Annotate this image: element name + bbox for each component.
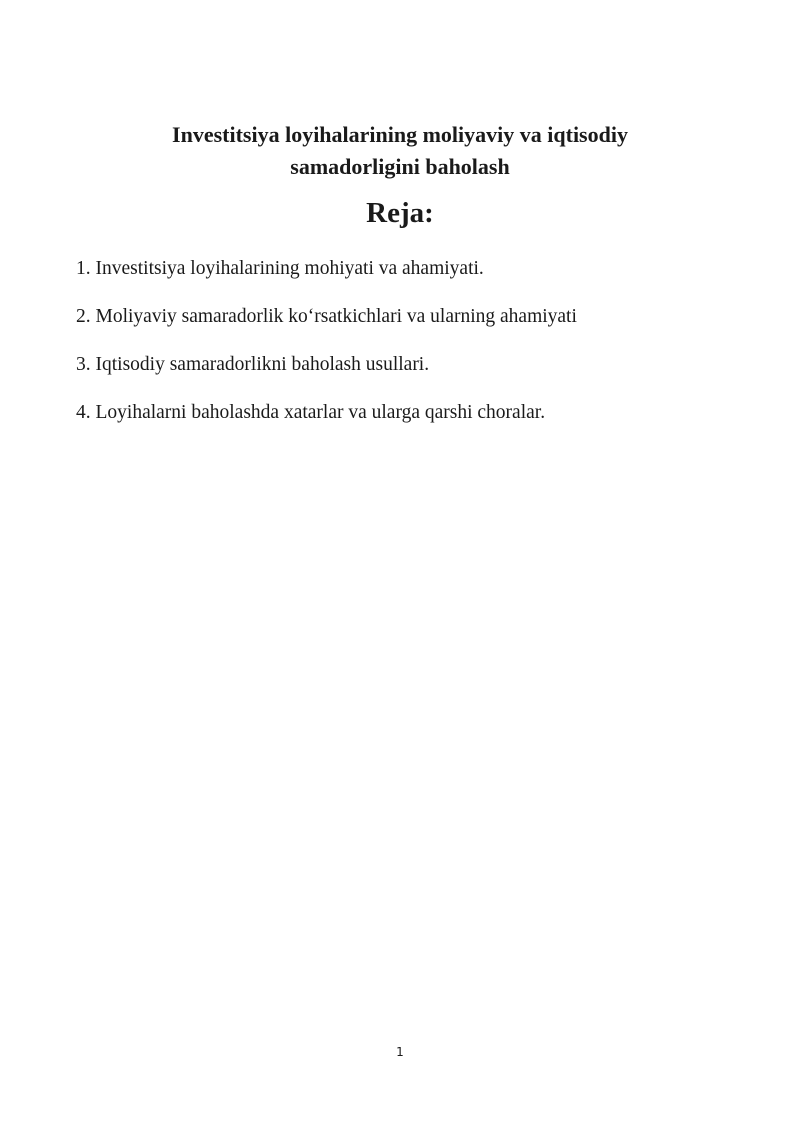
section-heading: Reja:	[366, 197, 434, 229]
title-line-1: Investitsiya loyihalarining moliyaviy va iqtisodiy	[172, 122, 628, 147]
title-line-2: samadorligini baholash	[290, 154, 510, 179]
plan-item-4: 4. Loyihalarni baholashda xatarlar va ularga qarshi choralar.	[76, 402, 546, 423]
plan-item-2: 2. Moliyaviy samaradorlik ko‘rsatkichlari va ularning ahamiyati	[76, 306, 577, 327]
plan-item-3: 3. Iqtisodiy samaradorlikni baholash usullari.	[76, 354, 430, 375]
document-title	[0, 119, 800, 183]
plan-list	[76, 256, 577, 448]
plan-item-1: 1. Investitsiya loyihalarining mohiyati va ahamiyati.	[76, 258, 484, 279]
page-number: 1	[396, 1045, 404, 1059]
